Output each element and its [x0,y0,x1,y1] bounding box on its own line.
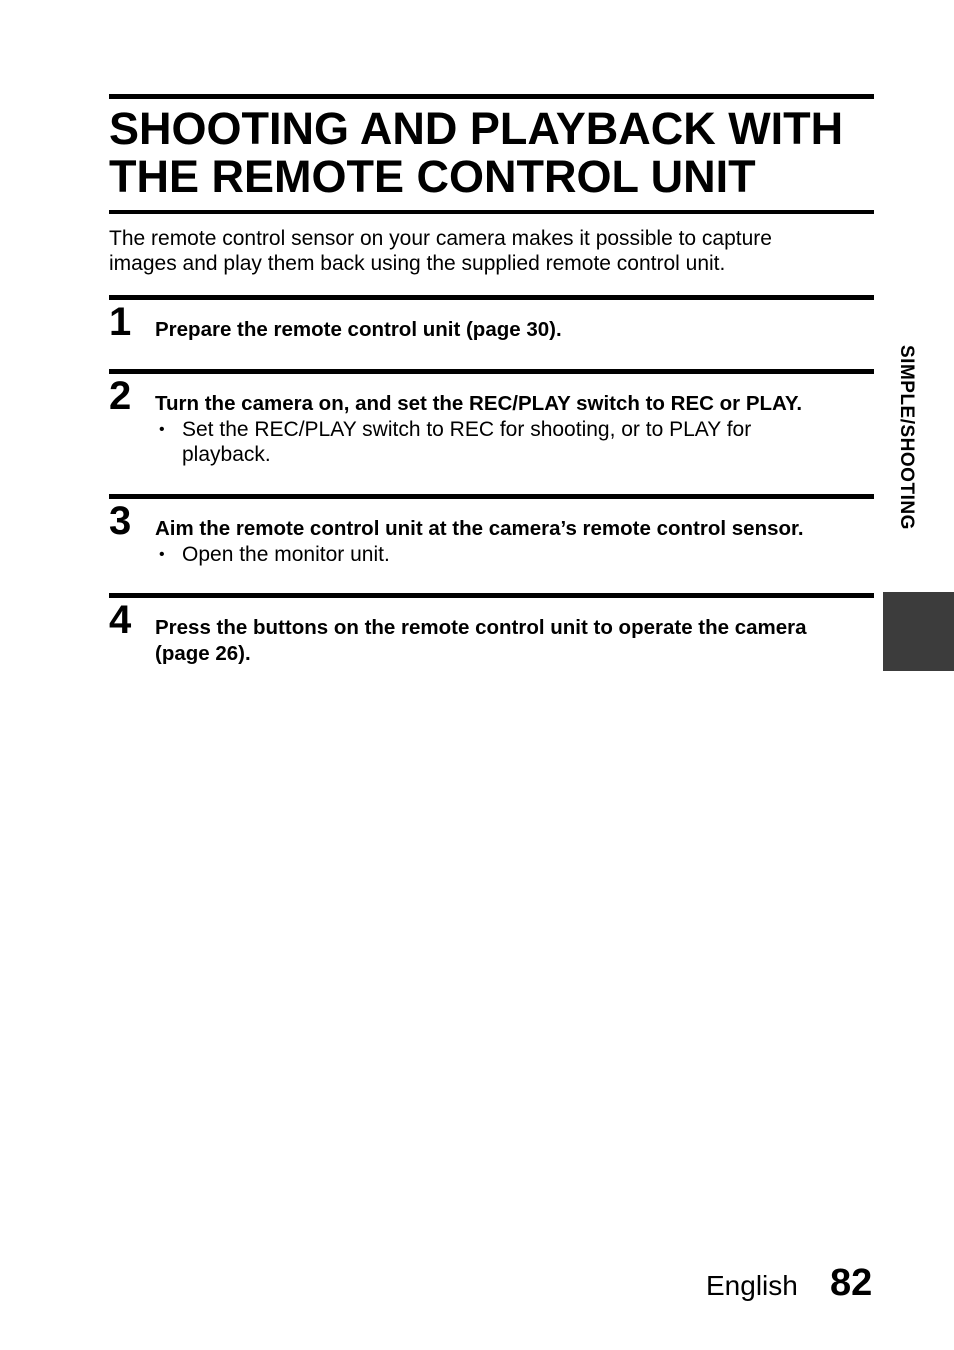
step-heading-line: Prepare the remote control unit (page 30). [155,318,562,341]
step-heading-line: Turn the camera on, and set the REC/PLAY switch to REC or PLAY. [155,392,803,415]
step-heading [155,317,874,343]
step-number: 2 [109,374,132,418]
section-side-label: SIMPLE/SHOOTING [896,345,917,530]
step-2 [109,374,874,494]
page-title-line-2: THE REMOTE CONTROL UNIT [109,151,756,202]
page-title [109,99,874,210]
step-body [155,598,874,667]
step-heading [155,391,874,417]
step-number: 1 [109,300,132,344]
intro-line-1: The remote control sensor on your camera makes it possible to capture [109,227,772,250]
step-3 [109,499,874,593]
step-body [155,300,874,343]
step-1 [109,300,874,369]
page-title-line-1: SHOOTING AND PLAYBACK WITH [109,103,844,154]
step-heading-line-1: Press the buttons on the remote control unit to operate the camera [155,616,807,639]
step-4 [109,598,874,678]
bullet-symbol: • [159,546,165,563]
page-number: 82 [830,1262,873,1304]
bullet-line-1: Set the REC/PLAY switch to REC for shooting, or to PLAY for [182,418,752,441]
bullet-line-1: Open the monitor unit. [182,543,390,566]
step-heading [155,615,874,667]
step-bullet [155,417,874,467]
step-heading [155,516,874,542]
step-number: 3 [109,499,132,543]
footer-language: English [706,1270,798,1301]
intro-line-2: images and play them back using the supplied remote control unit. [109,252,726,275]
intro-paragraph [109,214,874,295]
step-number: 4 [109,598,132,642]
step-body [155,374,874,467]
step-heading-line: Aim the remote control unit at the camera’s remote control sensor. [155,517,804,540]
step-heading-line-2: (page 26). [155,642,251,665]
bullet-line-2: playback. [182,443,271,466]
step-bullet [155,542,874,567]
section-tab-marker [883,592,954,671]
step-body [155,499,874,567]
bullet-symbol: • [159,421,165,438]
page-content [109,94,874,678]
